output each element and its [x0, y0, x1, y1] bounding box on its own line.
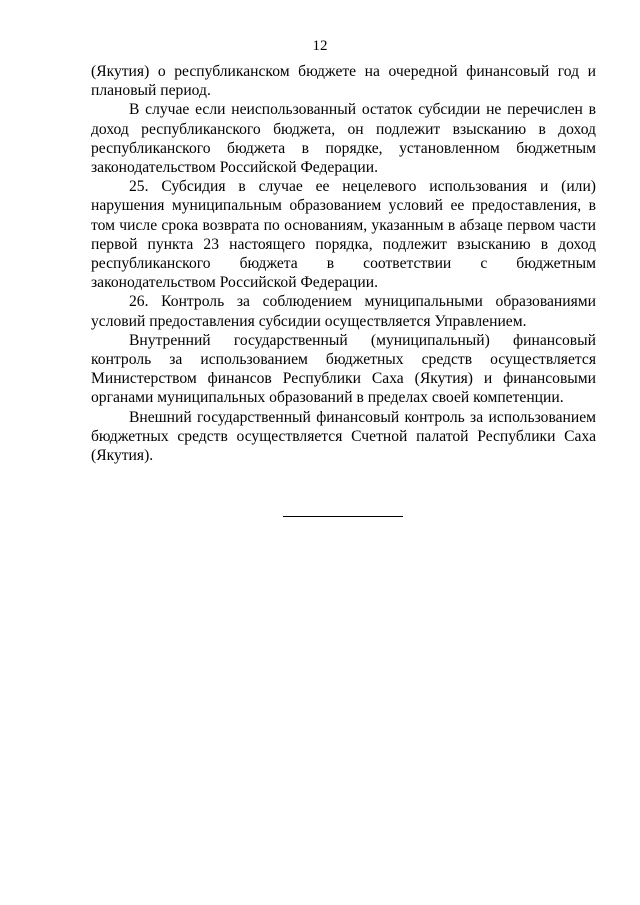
- paragraph-continuation: (Якутия) о республиканском бюджете на очередной финансовый год и плановый период.: [91, 63, 596, 100]
- paragraph-item-26: 26. Контроль за соблюдением муниципальными образованиями условий предоставления субсидии осуществляется Управлением.: [91, 293, 596, 330]
- paragraph-unused-balance: В случае если неиспользованный остаток субсидии не перечислен в доход республиканского бюджета, он подлежит взысканию в доход республиканского бюджета в порядке, установленном бюджетным законодательством Российской Федерации.: [91, 101, 596, 177]
- paragraph-internal-control: Внутренний государственный (муниципальный) финансовый контроль за использованием бюджетных средств осуществляется Министерством финансов Республики Саха (Якутия) и финансовыми органами муниципальных образований в пределах своей компетенции.: [91, 331, 596, 407]
- document-body: [91, 62, 596, 465]
- page-number: 12: [312, 38, 328, 54]
- end-of-document-rule: [283, 516, 403, 517]
- paragraph-external-control: Внешний государственный финансовый контроль за использованием бюджетных средств осуществляется Счетной палатой Республики Саха (Якутия).: [91, 408, 596, 465]
- paragraph-item-25: 25. Субсидия в случае ее нецелевого использования и (или) нарушения муниципальным образованием условий ее предоставления, в том числе срока возврата по основаниям, указанным в абзаце первом части первой пункта 23 настоящего порядка, подлежит взысканию в доход республиканского бюджета в соответствии с бюджетным законодательством Российской Федерации.: [91, 178, 596, 292]
